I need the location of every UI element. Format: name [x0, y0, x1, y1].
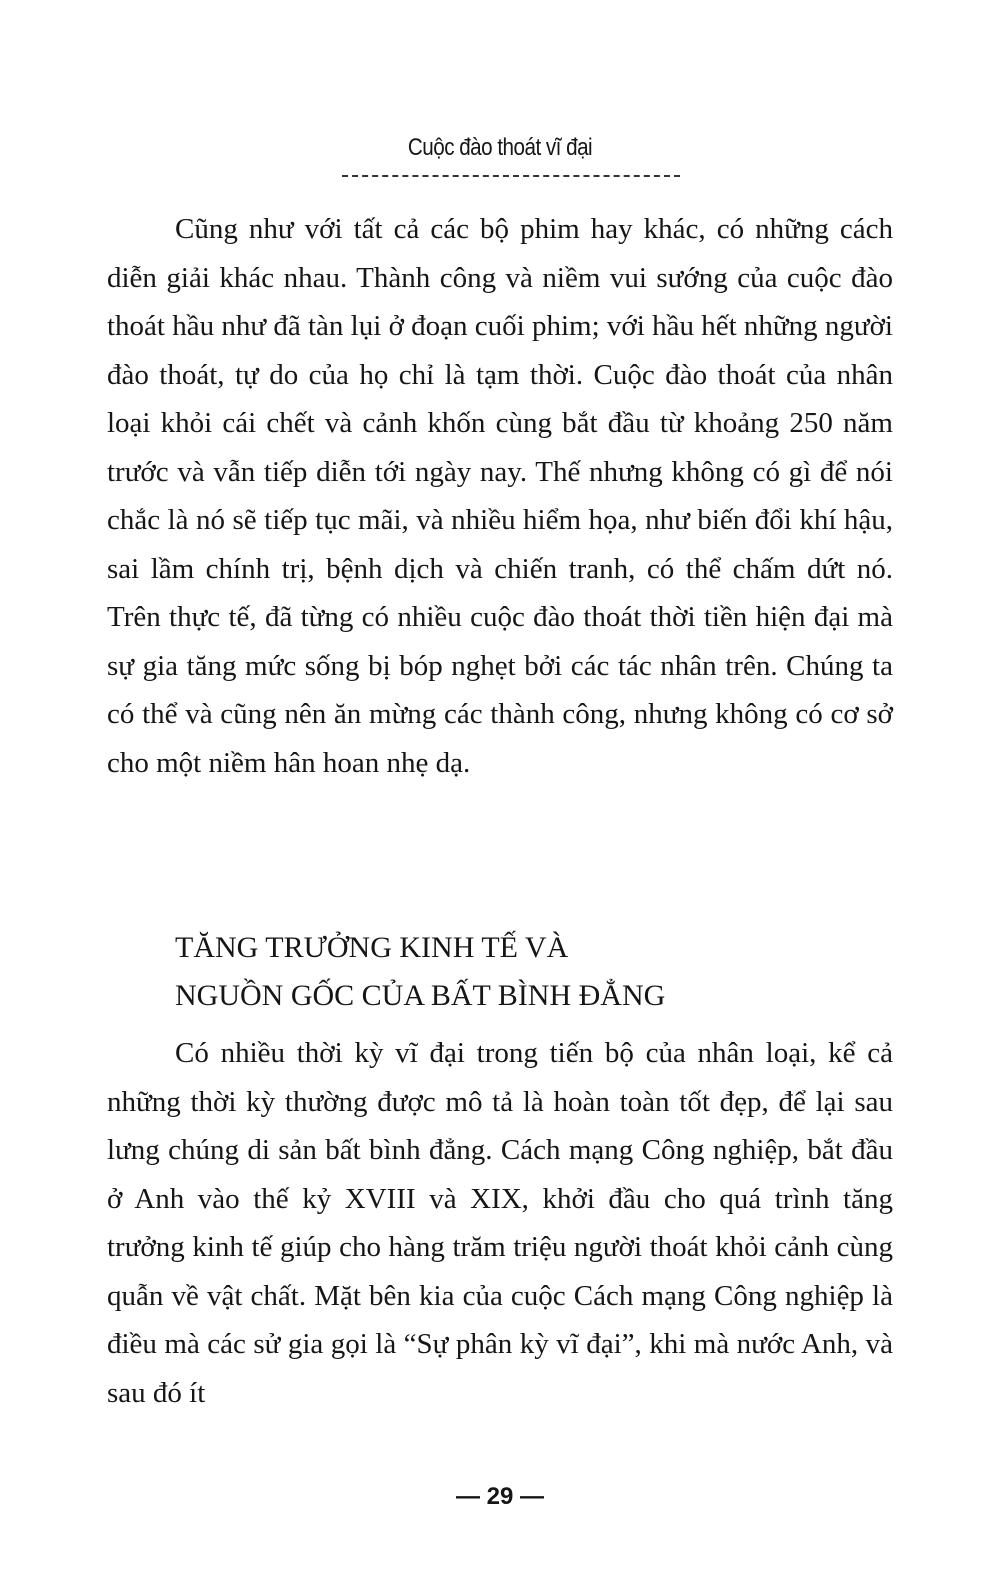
section-heading-line: NGUỒN GỐC CỦA BẤT BÌNH ĐẲNG: [175, 979, 666, 1012]
body-paragraph: Có nhiều thời kỳ vĩ đại trong tiến bộ của nhân loại, kể cả những thời kỳ thường được mô tả là hoàn toàn tốt đẹp, để lại sau lưng chúng di sản bất bình đẳng. Cách mạng Công nghiệp, bắt đầu ở Anh vào thế kỷ XVIII và XIX, khởi đầu cho quá trình tăng trưởng kinh tế giúp cho hàng trăm triệu người thoát khỏi cảnh cùng quẫn về vật chất. Mặt bên kia của cuộc Cách mạng Công nghiệp là điều mà các sử gia gọi là “Sự phân kỳ vĩ đại”, khi mà nước Anh, và sau đó ít: [107, 1037, 893, 1409]
section-heading-line: TĂNG TRƯỞNG KINH TẾ VÀ: [175, 931, 569, 964]
body-paragraph: Cũng như với tất cả các bộ phim hay khác, có những cách diễn giải khác nhau. Thành công và niềm vui sướng của cuộc đào thoát hầu như đã tàn lụi ở đoạn cuối phim; với hầu hết những người đào thoát, tự do của họ chỉ là tạm thời. Cuộc đào thoát của nhân loại khỏi cái chết và cảnh khốn cùng bắt đầu từ khoảng 250 năm trước và vẫn tiếp diễn tới ngày nay. Thế nhưng không có gì để nói chắc là nó sẽ tiếp tục mãi, và nhiều hiểm họa, như biến đổi khí hậu, sai lầm chính trị, bệnh dịch và chiến tranh, có thể chấm dứt nó. Trên thực tế, đã từng có nhiều cuộc đào thoát thời tiền hiện đại mà sự gia tăng mức sống bị bóp nghẹt bởi các tác nhân trên. Chúng ta có thể và cũng nên ăn mừng các thành công, nhưng không có cơ sở cho một niềm hân hoan nhẹ dạ.: [107, 213, 893, 779]
header-dashed-rule: [342, 175, 680, 177]
page-number: — 29 —: [455, 1483, 545, 1510]
section-heading: [175, 924, 665, 1020]
running-head-title: Cuộc đào thoát vĩ đại: [407, 134, 593, 161]
